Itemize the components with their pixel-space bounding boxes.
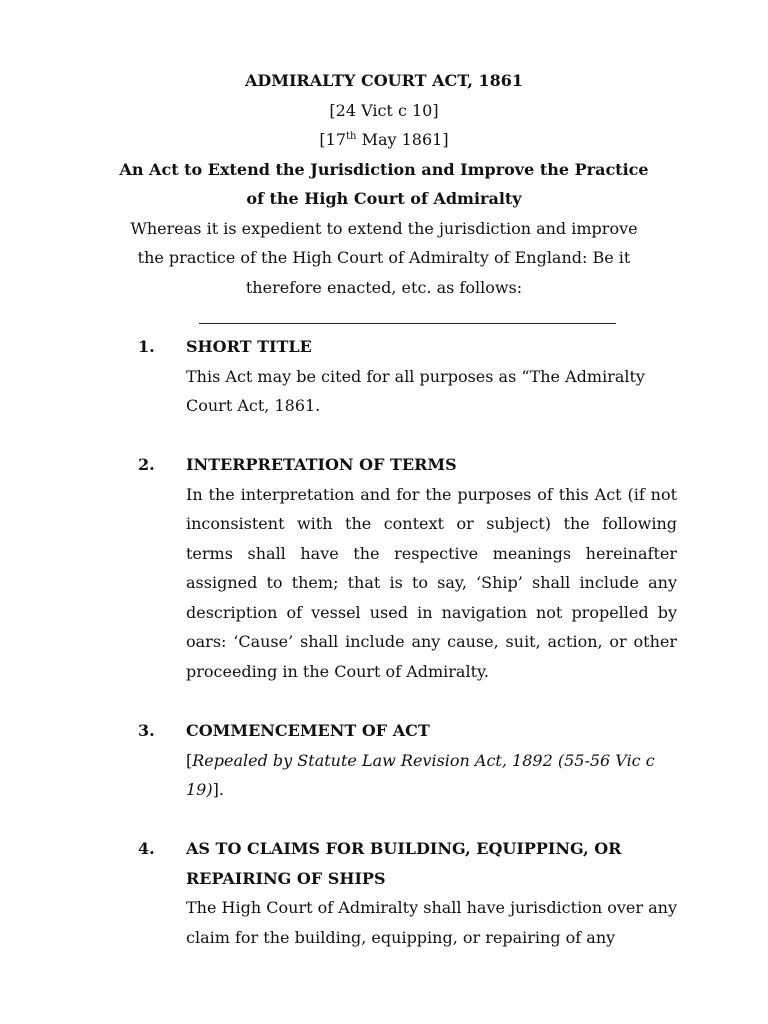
section-body	[186, 746, 666, 805]
act-date	[0, 125, 768, 155]
section-heading: INTERPRETATION OF TERMS	[186, 455, 457, 474]
act-date-prefix: [17	[319, 130, 347, 149]
section-number: 1.	[138, 337, 155, 356]
section-heading: SHORT TITLE	[186, 337, 312, 356]
section-heading-line-1: AS TO CLAIMS FOR BUILDING, EQUIPPING, OR	[186, 839, 622, 858]
divider-rule	[199, 323, 616, 324]
section-heading	[186, 834, 646, 893]
long-title-line-1: An Act to Extend the Jurisdiction and Improve the Practice	[119, 159, 649, 179]
repeal-note: Repealed by Statute Law Revision Act, 1892 (55-56 Vic c 19)	[186, 750, 655, 799]
section-number: 2.	[138, 455, 155, 474]
section-body: This Act may be cited for all purposes as “The Admiralty Court Act, 1861.	[186, 366, 645, 415]
section-body: In the interpretation and for the purposes of this Act (if not inconsistent with the context or subject) the following terms shall have the respective meanings hereinafter assigned to them; that is to say, ‘Ship’ shall include any description of vessel used in navigation not propelled by oars: ‘Cause’ shall include any cause, suit, action, or other proceeding in the Court of Admiralty.	[186, 484, 677, 681]
act-title: ADMIRALTY COURT ACT, 1861	[244, 71, 524, 90]
section-heading: COMMENCEMENT OF ACT	[186, 721, 430, 740]
section-body: The High Court of Admiralty shall have jurisdiction over any claim for the building, equipping, or repairing of any	[186, 898, 677, 947]
act-date-ordinal: th	[346, 131, 357, 142]
act-date-suffix: May 1861]	[356, 130, 449, 149]
section-number: 3.	[138, 721, 155, 740]
act-citation: [24 Vict c 10]	[329, 100, 439, 120]
section-number: 4.	[138, 839, 155, 858]
repeal-close-bracket: ].	[212, 780, 224, 799]
long-title-line-2: of the High Court of Admiralty	[246, 189, 522, 208]
preamble: Whereas it is expedient to extend the jurisdiction and improve the practice of the High Court of Admiralty of England: Be it therefore enacted, etc. as follows:	[130, 218, 638, 297]
repeal-open-bracket: [	[186, 750, 193, 770]
section-heading-line-2: REPAIRING OF SHIPS	[186, 868, 386, 888]
